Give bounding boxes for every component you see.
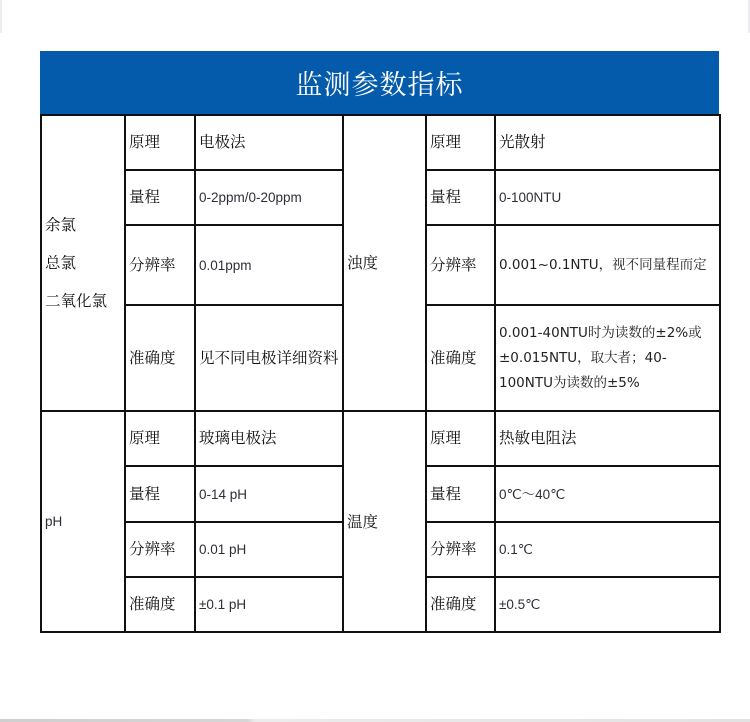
- row-value-principle: 玻璃电极法: [195, 411, 343, 466]
- row-value-accuracy: ±0.1 pH: [195, 577, 343, 632]
- row-label-resolution: 分辨率: [426, 225, 495, 305]
- row-label-resolution: 分辨率: [426, 522, 495, 577]
- row-value-principle: 电极法: [195, 115, 343, 170]
- row-label-accuracy: 准确度: [426, 305, 495, 411]
- row-label-principle: 原理: [426, 115, 495, 170]
- row-label-range: 量程: [426, 170, 495, 225]
- row-label-range: 量程: [426, 466, 495, 522]
- row-value-accuracy: 见不同电极详细资料: [195, 305, 343, 411]
- parameter-name-turbidity: 浊度: [343, 115, 426, 411]
- parameter-name-temperature: 温度: [343, 411, 426, 632]
- row-value-principle: 热敏电阻法: [495, 411, 720, 466]
- row-label-resolution: 分辨率: [125, 225, 195, 305]
- row-label-principle: 原理: [426, 411, 495, 466]
- parameter-name-line: 二氧化氯: [45, 292, 108, 310]
- row-value-resolution: 0.001~0.1NTU，视不同量程而定: [495, 225, 720, 305]
- row-value-range: 0-100NTU: [495, 170, 720, 225]
- parameter-name-ph: pH: [41, 411, 125, 632]
- parameter-spec-table: [40, 114, 721, 633]
- row-value-range: 0℃～40℃: [495, 466, 720, 522]
- row-value-accuracy: ±0.5℃: [495, 577, 720, 632]
- row-label-accuracy: 准确度: [125, 305, 195, 411]
- parameter-name-line: 总氯: [45, 254, 77, 272]
- row-value-principle: 光散射: [495, 115, 720, 170]
- page-title-banner: [40, 51, 719, 114]
- row-label-accuracy: 准确度: [125, 577, 195, 632]
- row-value-accuracy: 0.001-40NTU时为读数的±2%或±0.015NTU，取大者；40-100NTU为读数的±5%: [495, 305, 720, 411]
- parameter-name-line: 余氯: [45, 216, 77, 234]
- page-title: 监测参数指标: [295, 70, 464, 101]
- row-label-accuracy: 准确度: [426, 577, 495, 632]
- row-value-resolution: 0.01ppm: [195, 225, 343, 305]
- row-value-resolution: 0.01 pH: [195, 522, 343, 577]
- row-label-range: 量程: [125, 170, 195, 225]
- row-label-principle: 原理: [125, 115, 195, 170]
- parameter-name-chlorine: [41, 115, 125, 411]
- row-label-range: 量程: [125, 466, 195, 522]
- row-value-range: 0-2ppm/0-20ppm: [195, 170, 343, 225]
- row-label-principle: 原理: [125, 411, 195, 466]
- row-value-resolution: 0.1℃: [495, 522, 720, 577]
- table-row: [41, 411, 720, 466]
- row-value-range: 0-14 pH: [195, 466, 343, 522]
- page-edge-left: [0, 0, 2, 33]
- table-row: [41, 115, 720, 170]
- row-label-resolution: 分辨率: [125, 522, 195, 577]
